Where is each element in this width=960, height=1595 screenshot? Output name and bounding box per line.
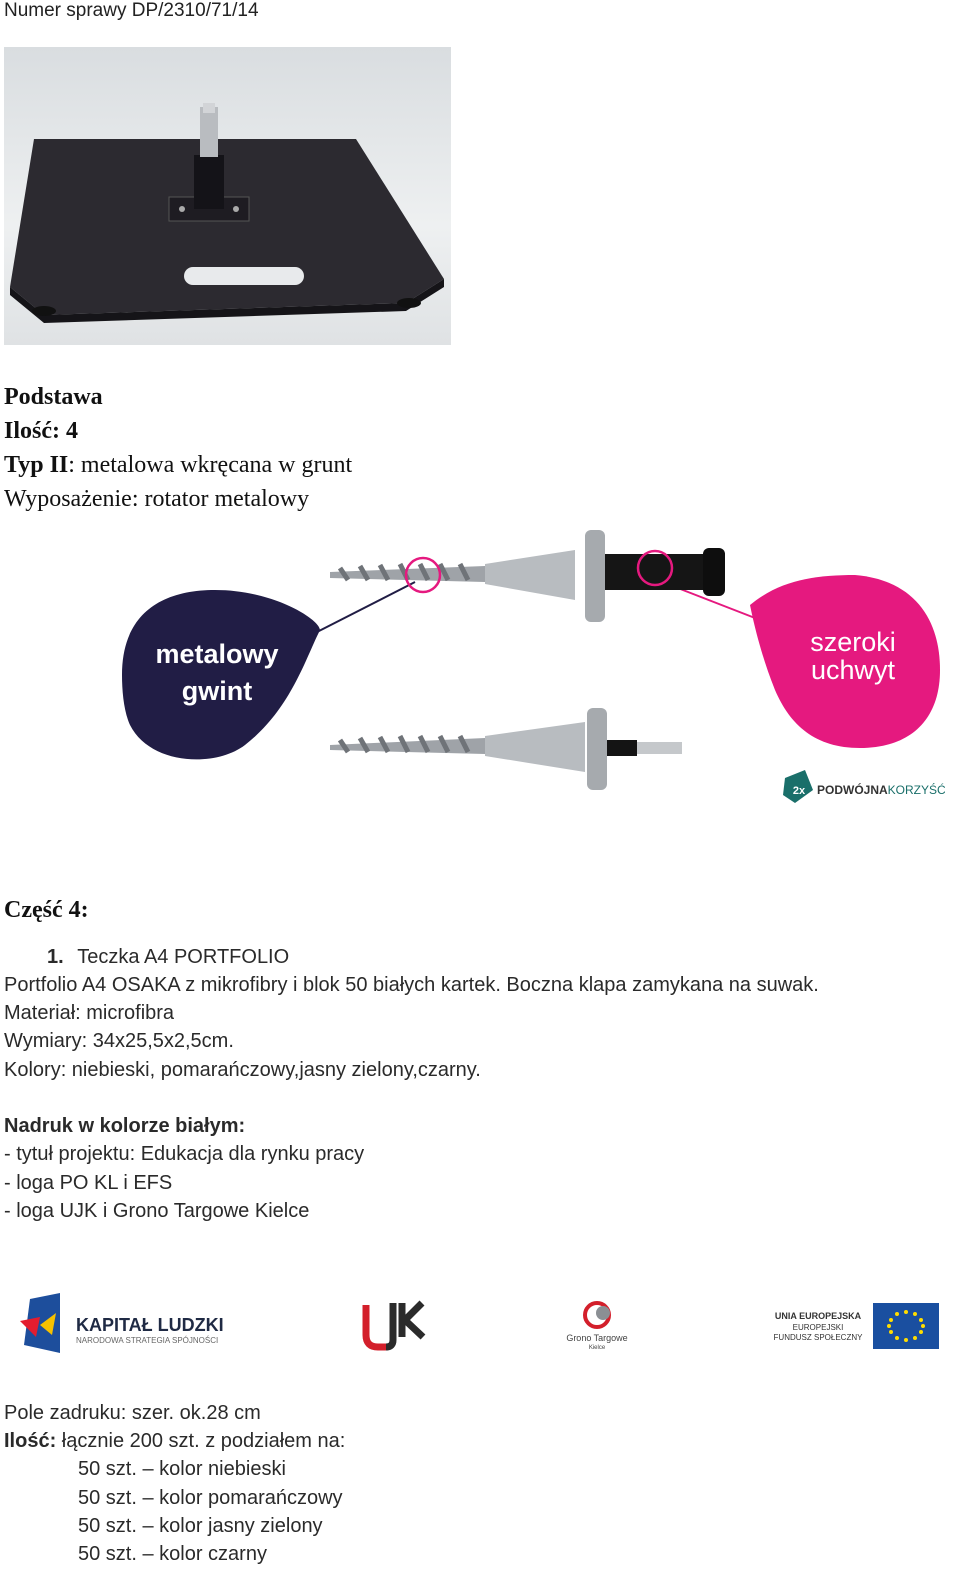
- part4-line-2: Materiał: microfibra: [4, 1002, 175, 1024]
- podstawa-equipment: Wyposażenie: rotator metalowy: [4, 486, 310, 512]
- ue-line3: FUNDUSZ SPOŁECZNY: [773, 1333, 863, 1342]
- breakdown-2: 50 szt. – kolor pomarańczowy: [78, 1487, 343, 1509]
- badge-text-light: KORZYŚĆ: [887, 783, 945, 797]
- breakdown-1: 50 szt. – kolor niebieski: [78, 1458, 286, 1480]
- grono-targowe-logo: [566, 1303, 627, 1351]
- logos-strip: [10, 1285, 950, 1365]
- ue-line1: UNIA EUROPEJSKA: [774, 1311, 862, 1321]
- quantity-line: [4, 1430, 345, 1453]
- breakdown-3: 50 szt. – kolor jasny zielony: [78, 1515, 323, 1537]
- qty-label: Ilość:: [4, 1430, 57, 1452]
- gt-line2: Kielce: [588, 1345, 606, 1351]
- podwojna-korzysc-badge: [783, 770, 945, 803]
- right-label-line2: uchwyt: [810, 655, 896, 685]
- left-label-line1: metalowy: [155, 639, 279, 669]
- print-item-2: - loga PO KL i EFS: [4, 1172, 173, 1194]
- qty-value: łącznie 200 szt. z podziałem na:: [56, 1430, 346, 1452]
- podstawa-title: Podstawa: [4, 384, 103, 410]
- part4-line-1: Portfolio A4 OSAKA z mikrofibry i blok 50 białych kartek. Boczna klapa zamykana na suwak.: [4, 974, 819, 996]
- podstawa-quantity: Ilość: 4: [4, 418, 78, 444]
- gt-line1: Grono Targowe: [566, 1333, 628, 1343]
- print-item-3: - loga UJK i Grono Targowe Kielce: [4, 1200, 310, 1222]
- part4-line-3: Wymiary: 34x25,5x2,5cm.: [4, 1030, 234, 1052]
- svg-text:PODWÓJNAKORZYŚĆ: [817, 782, 945, 797]
- print-title: Nadruk w kolorze białym:: [4, 1115, 246, 1137]
- badge-number: 2x: [792, 785, 806, 797]
- ground-screw-image: [115, 520, 945, 810]
- breakdown-4: 50 szt. – kolor czarny: [78, 1543, 267, 1565]
- part4-item: [47, 946, 289, 969]
- print-item-1: - tytuł projektu: Edukacja dla rynku pracy: [4, 1143, 365, 1165]
- item-number: 1.: [47, 946, 64, 968]
- podstawa-type: [4, 452, 352, 479]
- type-label: Typ II: [4, 452, 69, 478]
- right-label-line1: szeroki: [810, 627, 896, 657]
- case-number: Numer sprawy DP/2310/71/14: [4, 0, 259, 21]
- part4-line-4: Kolory: niebieski, pomarańczowy,jasny zielony,czarny.: [4, 1059, 481, 1081]
- ue-line2: EUROPEJSKI: [792, 1323, 844, 1332]
- left-label-line2: gwint: [181, 676, 253, 706]
- kl-title: KAPITAŁ LUDZKI: [76, 1315, 224, 1335]
- kapital-ludzki-logo: [20, 1293, 224, 1353]
- ue-efs-logo: [774, 1303, 939, 1349]
- type-value: : metalowa wkręcana w grunt: [68, 452, 353, 478]
- part4-title: Część 4:: [4, 897, 89, 923]
- kl-subtitle: NARODOWA STRATEGIA SPÓJNOŚCI: [76, 1336, 219, 1345]
- badge-text-bold: PODWÓJNA: [817, 783, 888, 797]
- base-plate-photo: [4, 47, 451, 345]
- item-title: Teczka A4 PORTFOLIO: [77, 946, 290, 968]
- ujk-logo: [366, 1303, 423, 1347]
- print-area: Pole zadruku: szer. ok.28 cm: [4, 1402, 261, 1424]
